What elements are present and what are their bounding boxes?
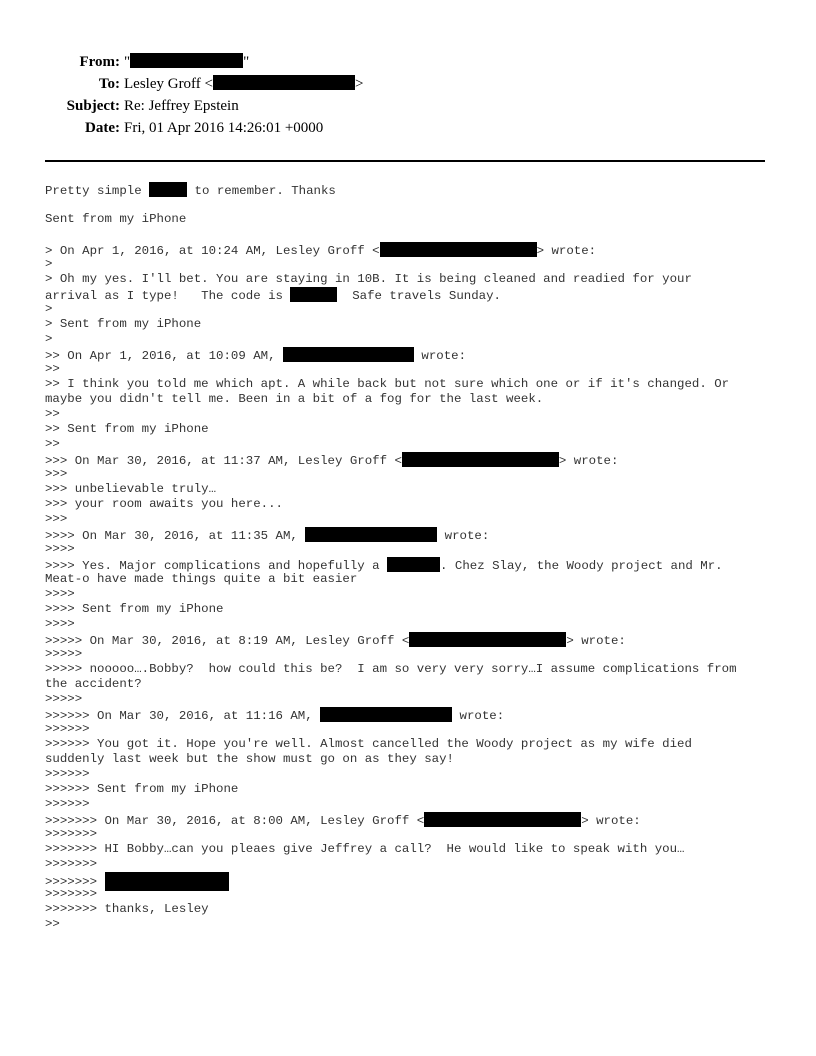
line-text: wrote: [413, 349, 467, 363]
line-text: >>> On Mar 30, 2016, at 11:37 AM, Lesley Groff < [45, 454, 402, 468]
from-quote-close: " [243, 54, 250, 70]
line-text: wrote: [437, 529, 490, 543]
to-close: > [355, 76, 364, 92]
body-line: the accident? [45, 677, 142, 691]
line-text: > wrote: [558, 454, 619, 468]
subject-label: Subject: [66, 98, 120, 114]
header-divider [45, 160, 765, 162]
redaction-bar [387, 557, 440, 572]
line-text: >>>>>>> On Mar 30, 2016, at 8:00 AM, Lesley Groff < [45, 814, 425, 828]
to-name: Lesley Groff < [124, 76, 213, 92]
body-line: suddenly last week but the show must go on as they say! [45, 752, 454, 766]
body-line: >>>> Sent from my iPhone [45, 602, 224, 616]
body-line [45, 197, 775, 212]
line-text: Pretty simple [45, 184, 150, 198]
line-text: > wrote: [581, 814, 641, 828]
redaction-bar [149, 182, 187, 197]
body-line: > [45, 332, 53, 346]
redaction-bar [290, 287, 337, 302]
date-row [0, 117, 816, 139]
body-line [45, 707, 775, 722]
email-body [45, 182, 775, 932]
from-quote-open: " [124, 54, 131, 70]
from-row [0, 51, 816, 73]
line-text: arrival as I type! The code is [45, 289, 291, 303]
body-line: >>> your room awaits you here... [45, 497, 283, 511]
body-line: >> [45, 362, 60, 376]
body-line: Meat-o have made things quite a bit easier [45, 572, 358, 586]
subject-row [0, 95, 816, 117]
body-line [45, 812, 775, 827]
body-line [45, 527, 775, 542]
line-text: >>>> On Mar 30, 2016, at 11:35 AM, [45, 529, 306, 543]
line-text: >> On Apr 1, 2016, at 10:09 AM, [45, 349, 283, 363]
body-line [45, 287, 775, 302]
redaction-bar [213, 75, 355, 90]
from-value [124, 51, 249, 73]
body-line: maybe you didn't tell me. Been in a bit of a fog for the last week. [45, 392, 544, 406]
redaction-bar [130, 53, 243, 68]
body-line: > Oh my yes. I'll bet. You are staying in 10B. It is being cleaned and readied for your [45, 272, 692, 286]
body-line: >>>>>>> HI Bobby…can you pleaes give Jeffrey a call? He would like to speak with you… [45, 842, 685, 856]
redaction-bar [283, 347, 414, 362]
body-line [45, 557, 775, 572]
body-line [45, 632, 775, 647]
redaction-bar [409, 632, 566, 647]
line-text: wrote: [452, 709, 505, 723]
body-line: >>>>>>> [45, 857, 98, 871]
body-line [45, 242, 775, 257]
body-line: >>>>>> [45, 797, 90, 811]
subject-value: Re: Jeffrey Epstein [124, 98, 239, 114]
body-line: >>>>>>> thanks, Lesley [45, 902, 209, 916]
email-header [0, 51, 816, 139]
body-line: >>>>>>> [45, 827, 98, 841]
to-row [0, 73, 816, 95]
body-line: >>> unbelievable truly… [45, 482, 217, 496]
body-line: > [45, 257, 53, 271]
body-line: >>>> [45, 617, 75, 631]
redaction-bar [424, 812, 581, 827]
body-line: Sent from my iPhone [45, 212, 187, 226]
line-text: >>>>> On Mar 30, 2016, at 8:19 AM, Lesley Groff < [45, 634, 410, 648]
body-line: >> Sent from my iPhone [45, 422, 209, 436]
body-line: > Sent from my iPhone [45, 317, 202, 331]
date-label: Date: [85, 120, 120, 136]
body-line: > [45, 302, 53, 316]
line-text: > wrote: [566, 634, 626, 648]
body-line: >>>>>> [45, 722, 90, 736]
body-line: >>>>> [45, 692, 83, 706]
body-line: >>> [45, 467, 68, 481]
redaction-bar [320, 707, 452, 722]
body-line: >>> [45, 512, 68, 526]
body-line [45, 872, 775, 887]
body-line: >>>>>> You got it. Hope you're well. Almost cancelled the Woody project as my wife died [45, 737, 692, 751]
from-label: From: [79, 54, 120, 70]
body-line: >>>> [45, 542, 75, 556]
body-line [45, 347, 775, 362]
line-text: >>>>>>> [45, 875, 105, 889]
body-line: >>>>>>> [45, 887, 98, 901]
body-line: >>>>> nooooo….Bobby? how could this be? I am so very very sorry…I assume complications from [45, 662, 737, 676]
body-line: >> [45, 437, 60, 451]
line-text: . Chez Slay, the Woody project and Mr. [440, 559, 723, 573]
line-text: Safe travels Sunday. [337, 289, 501, 303]
redaction-bar [380, 242, 537, 257]
line-text: > On Apr 1, 2016, at 10:24 AM, Lesley Groff < [45, 244, 380, 258]
body-line: >> [45, 407, 60, 421]
body-line: >>>> [45, 587, 75, 601]
body-line: >>>>>> [45, 767, 90, 781]
line-text: >>>>>> On Mar 30, 2016, at 11:16 AM, [45, 709, 321, 723]
to-value [124, 73, 363, 95]
redaction-bar [105, 872, 229, 891]
body-line: >>>>>> Sent from my iPhone [45, 782, 239, 796]
line-text: > wrote: [536, 244, 597, 258]
body-line: >>>>> [45, 647, 83, 661]
date-value: Fri, 01 Apr 2016 14:26:01 +0000 [124, 120, 324, 136]
body-line [45, 227, 775, 242]
body-line: >> I think you told me which apt. A while back but not sure which one or if it's changed. Or [45, 377, 730, 391]
body-line: >> [45, 917, 60, 931]
redaction-bar [305, 527, 437, 542]
line-text: >>>> Yes. Major complications and hopefully a [45, 559, 388, 573]
body-line [45, 182, 775, 197]
body-line [45, 452, 775, 467]
line-text: to remember. Thanks [187, 184, 336, 198]
redaction-bar [402, 452, 559, 467]
to-label: To: [98, 76, 120, 92]
